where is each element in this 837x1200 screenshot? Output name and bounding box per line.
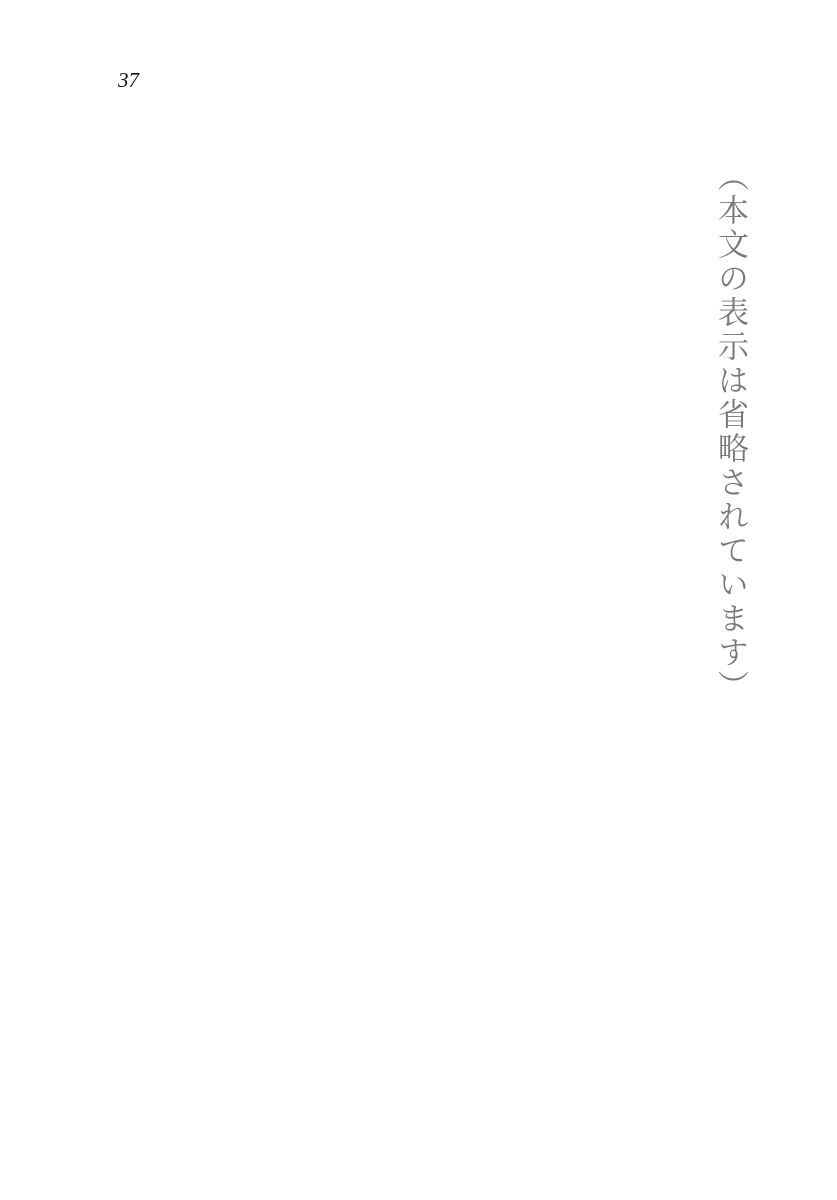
body-text (707, 160, 753, 1120)
page-number: 37 (118, 68, 139, 92)
text-line: （本文の表示は省略されています） (712, 160, 748, 704)
